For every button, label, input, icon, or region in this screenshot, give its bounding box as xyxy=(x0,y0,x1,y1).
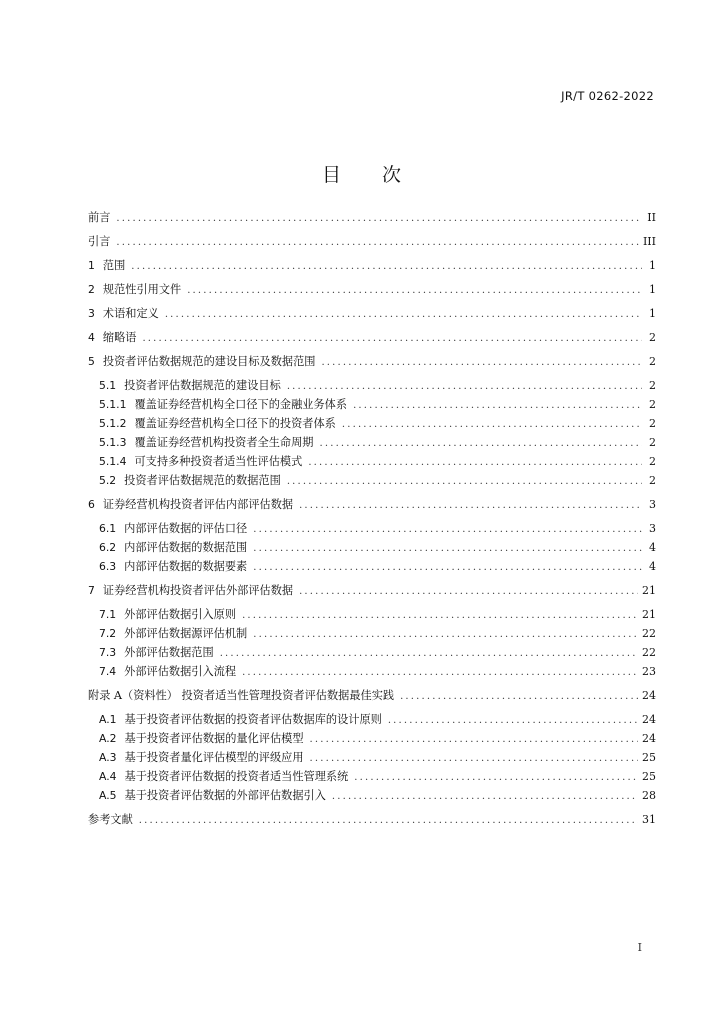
toc-entry-title xyxy=(99,396,347,414)
toc-entry-title xyxy=(99,377,281,395)
toc-leader-dots xyxy=(287,378,642,396)
toc-entry-number: 5.1 xyxy=(99,379,117,392)
toc-entry-page: 1 xyxy=(649,283,656,296)
toc-entry-number: 5.2 xyxy=(99,474,117,487)
toc-title xyxy=(0,160,724,187)
toc-entry-label: 内部评估数据的评估口径 xyxy=(124,522,248,535)
toc-entry-label: 外部评估数据引入原则 xyxy=(124,608,237,621)
toc-leader-dots xyxy=(253,626,638,644)
toc-entry[interactable] xyxy=(99,730,656,748)
toc-entry-title xyxy=(99,787,326,805)
toc-entry[interactable] xyxy=(88,257,656,275)
toc-leader-dots xyxy=(388,712,638,730)
toc-entry[interactable] xyxy=(99,644,656,662)
toc-leader-dots xyxy=(310,731,638,749)
toc-entry-title xyxy=(99,606,236,624)
toc-entry-label: 可支持多种投资者适当性评估模式 xyxy=(134,455,303,468)
toc-entry-page: III xyxy=(642,235,656,248)
toc-entry-label: 外部评估数据源评估机制 xyxy=(124,627,248,640)
toc-entry-page: II xyxy=(647,211,656,224)
toc-entry[interactable] xyxy=(99,606,656,624)
toc-entry-title xyxy=(88,233,110,251)
toc-entry[interactable] xyxy=(99,539,656,557)
toc-entry-title xyxy=(99,644,214,662)
toc-entry-number: 6.3 xyxy=(99,560,117,573)
toc-leader-dots xyxy=(253,540,642,558)
toc-entry-label: 外部评估数据范围 xyxy=(124,646,214,659)
toc-entry-label: 缩略语 xyxy=(102,331,137,344)
toc-entry-label: 覆盖证券经营机构投资者全生命周期 xyxy=(134,436,314,449)
toc-entry-page: 22 xyxy=(642,627,656,640)
toc-entry-label: 规范性引用文件 xyxy=(102,283,182,296)
toc-entry-page: 24 xyxy=(642,713,656,726)
toc-entry-label: 证券经营机构投资者评估内部评估数据 xyxy=(102,498,294,511)
toc-leader-dots xyxy=(353,397,642,415)
toc-entry-title xyxy=(88,305,159,323)
toc-entry-title xyxy=(88,353,315,371)
toc-leader-dots xyxy=(400,688,638,706)
toc-entry-label: 投资者评估数据规范的建设目标及数据范围 xyxy=(102,355,316,368)
page-number: I xyxy=(637,941,642,954)
toc-entry[interactable] xyxy=(99,520,656,538)
toc-entry-label: 内部评估数据的数据要素 xyxy=(124,560,248,573)
toc-entry-number: 7.1 xyxy=(99,608,117,621)
toc-entry-label: 参考文献 xyxy=(88,813,133,826)
toc-entry-title xyxy=(99,539,247,557)
toc-entry-label: 附录 A（资料性） 投资者适当性管理投资者评估数据最佳实践 xyxy=(88,689,395,702)
toc-entry-number: 5 xyxy=(88,355,95,368)
toc-entry-page: 24 xyxy=(642,689,656,702)
toc-title-char-2: 次 xyxy=(382,164,403,186)
toc-entry-title xyxy=(88,329,136,347)
toc-leader-dots xyxy=(116,234,639,252)
toc-leader-dots xyxy=(299,497,642,515)
toc-leader-dots xyxy=(320,435,643,453)
toc-entry-page: 3 xyxy=(649,498,656,511)
standard-number: JR/T 0262-2022 xyxy=(561,89,654,103)
toc-entry[interactable] xyxy=(99,472,656,490)
toc-entry[interactable] xyxy=(99,415,656,433)
toc-entry-number: A.3 xyxy=(99,751,117,764)
toc-entry-page: 4 xyxy=(649,541,656,554)
toc-entry-title xyxy=(99,663,236,681)
toc-entry-title xyxy=(99,415,336,433)
toc-entry-page: 21 xyxy=(642,608,656,621)
toc-entry-number: 3 xyxy=(88,307,95,320)
toc-entry-number: A.4 xyxy=(99,770,117,783)
toc-entry[interactable] xyxy=(88,582,656,600)
toc-entry-page: 21 xyxy=(642,584,656,597)
toc-entry[interactable] xyxy=(99,453,656,471)
toc-entry[interactable] xyxy=(88,687,656,705)
toc-leader-dots xyxy=(131,258,642,276)
toc-leader-dots xyxy=(299,583,638,601)
toc-leader-dots xyxy=(308,454,642,472)
toc-leader-dots xyxy=(165,306,642,324)
toc-entry[interactable] xyxy=(88,811,656,829)
toc-entry-title xyxy=(99,434,314,452)
toc-entry-number: 1 xyxy=(88,259,95,272)
toc-leader-dots xyxy=(332,788,638,806)
toc-entry-label: 内部评估数据的数据范围 xyxy=(124,541,248,554)
toc-leader-dots xyxy=(187,282,642,300)
toc-entry-number: 7 xyxy=(88,584,95,597)
toc-leader-dots xyxy=(242,664,638,682)
toc-entry-page: 2 xyxy=(649,398,656,411)
toc-entry-title xyxy=(99,749,304,767)
toc-entry[interactable] xyxy=(88,329,656,347)
toc-leader-dots xyxy=(253,521,642,539)
toc-entry[interactable] xyxy=(99,377,656,395)
toc-entry-number: 6.2 xyxy=(99,541,117,554)
toc-entry-title xyxy=(88,687,394,705)
toc-entry-page: 25 xyxy=(642,770,656,783)
toc-leader-dots xyxy=(253,559,642,577)
toc-entry-number: 5.1.2 xyxy=(99,417,127,430)
toc-leader-dots xyxy=(287,473,642,491)
toc-entry-title xyxy=(99,711,382,729)
toc-entry-label: 投资者评估数据规范的建设目标 xyxy=(124,379,281,392)
toc-entry-number: 7.2 xyxy=(99,627,117,640)
toc-entry-number: 6 xyxy=(88,498,95,511)
toc-entry-number: 7.3 xyxy=(99,646,117,659)
toc-title-char-1: 目 xyxy=(321,164,342,186)
toc-entry-page: 1 xyxy=(649,307,656,320)
toc-leader-dots xyxy=(310,750,638,768)
toc-entry-page: 28 xyxy=(642,789,656,802)
toc-entry-page: 2 xyxy=(649,455,656,468)
toc-entry-page: 2 xyxy=(649,355,656,368)
toc-entry[interactable] xyxy=(88,305,656,323)
toc-entry-page: 2 xyxy=(649,417,656,430)
toc-entry-title xyxy=(88,281,181,299)
toc-entry-title xyxy=(88,257,125,275)
toc-entry-page: 2 xyxy=(649,474,656,487)
toc-entry-page: 3 xyxy=(649,522,656,535)
toc-entry[interactable] xyxy=(99,558,656,576)
toc-leader-dots xyxy=(242,607,638,625)
toc-entry[interactable] xyxy=(99,625,656,643)
toc-entry-number: A.2 xyxy=(99,732,117,745)
toc-entry-label: 引言 xyxy=(88,235,111,248)
toc-entry-page: 22 xyxy=(642,646,656,659)
toc-entry-number: A.1 xyxy=(99,713,117,726)
toc-entry-title xyxy=(99,558,247,576)
toc-leader-dots xyxy=(321,354,642,372)
toc-entry-label: 覆盖证券经营机构全口径下的投资者体系 xyxy=(134,417,336,430)
toc-entry[interactable] xyxy=(99,768,656,786)
toc-entry-title xyxy=(99,453,302,471)
toc-entry-title xyxy=(99,730,304,748)
toc-entry-label: 术语和定义 xyxy=(102,307,159,320)
toc-entry-title xyxy=(88,496,293,514)
toc-entry-page: 4 xyxy=(649,560,656,573)
toc-entry-number: 4 xyxy=(88,331,95,344)
toc-entry-title xyxy=(88,582,293,600)
toc-entry[interactable] xyxy=(88,496,656,514)
toc-leader-dots xyxy=(139,812,638,830)
toc-entry[interactable] xyxy=(88,209,656,227)
toc-entry-title xyxy=(99,520,247,538)
toc-leader-dots xyxy=(220,645,638,663)
toc-entry-title xyxy=(88,209,110,227)
toc-entry-label: 证券经营机构投资者评估外部评估数据 xyxy=(102,584,294,597)
toc-entry-number: A.5 xyxy=(99,789,117,802)
toc-entry-page: 2 xyxy=(649,331,656,344)
toc-entry[interactable] xyxy=(99,434,656,452)
toc-entry-page: 24 xyxy=(642,732,656,745)
toc-entry-label: 外部评估数据引入流程 xyxy=(124,665,237,678)
toc-entry-label: 基于投资者评估数据的投资者评估数据库的设计原则 xyxy=(124,713,382,726)
toc-entry-title xyxy=(99,768,348,786)
toc-entry-label: 基于投资者评估数据的外部评估数据引入 xyxy=(124,789,326,802)
toc-entry[interactable] xyxy=(99,787,656,805)
toc-entry[interactable] xyxy=(99,396,656,414)
toc-entry-page: 2 xyxy=(649,436,656,449)
toc-leader-dots xyxy=(142,330,642,348)
toc-entry-title xyxy=(99,472,281,490)
toc-entry-page: 2 xyxy=(649,379,656,392)
toc-entry-label: 基于投资者评估数据的投资者适当性管理系统 xyxy=(124,770,349,783)
toc-entry-number: 6.1 xyxy=(99,522,117,535)
toc-entry-number: 7.4 xyxy=(99,665,117,678)
toc-entry-number: 2 xyxy=(88,283,95,296)
toc-entry-page: 31 xyxy=(642,813,656,826)
toc-entry-title xyxy=(88,811,133,829)
toc-entry-label: 投资者评估数据规范的数据范围 xyxy=(124,474,281,487)
toc-entry-label: 基于投资者量化评估模型的评级应用 xyxy=(124,751,304,764)
toc-entry-number: 5.1.4 xyxy=(99,455,127,468)
toc-entry-number: 5.1.3 xyxy=(99,436,127,449)
toc-entry-label: 基于投资者评估数据的量化评估模型 xyxy=(124,732,304,745)
toc-entry-label: 范围 xyxy=(102,259,126,272)
toc-entry-number: 5.1.1 xyxy=(99,398,127,411)
toc-entry[interactable] xyxy=(99,663,656,681)
toc-entry[interactable] xyxy=(88,353,656,371)
toc-entry-label: 前言 xyxy=(88,211,111,224)
toc-leader-dots xyxy=(354,769,638,787)
toc-entry-label: 覆盖证券经营机构全口径下的金融业务体系 xyxy=(134,398,348,411)
toc-entry-title xyxy=(99,625,247,643)
toc-entry[interactable] xyxy=(99,749,656,767)
toc-leader-dots xyxy=(116,210,642,228)
toc-entry-page: 23 xyxy=(642,665,656,678)
toc-leader-dots xyxy=(342,416,642,434)
toc-entry[interactable] xyxy=(88,233,656,251)
toc-entry-page: 1 xyxy=(649,259,656,272)
toc-entry-page: 25 xyxy=(642,751,656,764)
toc-entry[interactable] xyxy=(88,281,656,299)
toc-entry[interactable] xyxy=(99,711,656,729)
